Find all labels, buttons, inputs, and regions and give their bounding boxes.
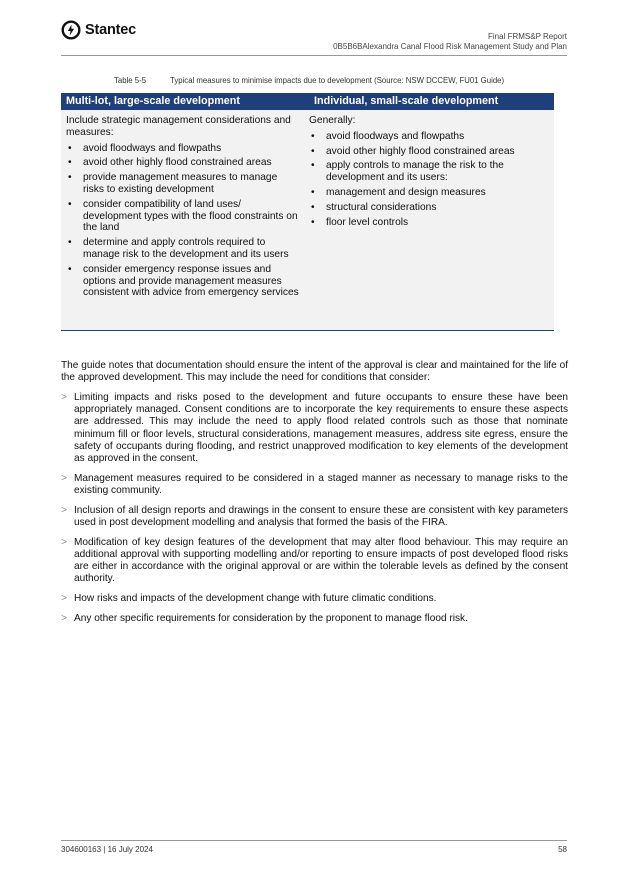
list-item — [61, 505, 568, 529]
list-item: • avoid other highly flood constrained areas — [66, 157, 300, 169]
list-item — [61, 473, 568, 497]
table-body-row — [61, 110, 554, 331]
individual-list — [309, 131, 550, 229]
list-item: • consider emergency response issues and options and provide management measures consistent with advice from emergency services — [66, 264, 300, 299]
bullet-text: Any other specific requirements for consideration by the proponent to manage flood risk. — [74, 612, 468, 624]
conditions-list — [61, 392, 568, 632]
chevron-right-icon: > — [61, 592, 67, 604]
list-item: • provide management measures to manage risks to existing development — [66, 172, 300, 196]
stantec-logo-icon — [61, 20, 81, 40]
multi-lot-list — [66, 143, 300, 300]
chevron-right-icon: > — [61, 472, 67, 484]
list-item — [61, 593, 568, 605]
list-item — [61, 537, 568, 586]
measures-table — [61, 93, 554, 331]
list-item: • apply controls to manage the risk to the development and its users: — [309, 160, 550, 184]
list-item: • management and design measures — [309, 187, 550, 199]
individual-cell — [304, 110, 554, 330]
report-subtitle: 0B5B6BAlexandra Canal Flood Risk Management Study and Plan — [333, 42, 567, 51]
list-item: • consider compatibility of land uses/ development types with the flood constraints on the land — [66, 199, 300, 234]
list-item: • determine and apply controls required to manage risk to the development and its users — [66, 237, 300, 261]
list-item: • avoid floodways and flowpaths — [309, 131, 550, 143]
list-item: • floor level controls — [309, 217, 550, 229]
report-title: Final FRMS&P Report — [488, 32, 567, 41]
footer-doc-ref: 304600163 | 16 July 2024 — [61, 845, 153, 854]
report-header — [333, 32, 567, 52]
individual-intro: Generally: — [309, 115, 356, 126]
table-caption — [114, 76, 504, 85]
chevron-right-icon: > — [61, 392, 67, 403]
list-item: • avoid floodways and flowpaths — [66, 143, 300, 155]
list-item — [61, 392, 568, 465]
list-item: • avoid other highly flood constrained areas — [309, 146, 550, 158]
list-item: • structural considerations — [309, 202, 550, 214]
table-number: Table 5-5 — [114, 76, 147, 85]
bullet-text: Modification of key design features of the development that may alter flood behaviour. This may require an additional approval with supporting modelling and/or reporting to ensure impacts of post developed flood risks are either in accordance with the original approval or are within the tolerable levels as defined by the consent authority. — [74, 536, 568, 585]
multi-lot-cell — [61, 110, 304, 330]
logo-text: Stantec — [85, 22, 136, 38]
chevron-right-icon: > — [61, 612, 67, 624]
header-divider — [61, 55, 567, 56]
footer-divider — [61, 840, 567, 841]
chevron-right-icon: > — [61, 536, 67, 548]
intro-paragraph: The guide notes that documentation should ensure the intent of the approval is clear and maintained for the life of the approved development. This may include the need for conditions that consider: — [61, 360, 568, 384]
column-header-individual: Individual, small-scale development — [314, 95, 499, 107]
page-number: 58 — [558, 845, 567, 854]
multi-lot-intro: Include strategic management considerations and measures: — [66, 115, 291, 138]
bullet-text: Limiting impacts and risks posed to the development and future occupants to ensure these have been appropriately managed. Consent conditions are to incorporate the key requirements to ensure these aspects are addressed. This may include the need to apply flood related controls such as those that nominate minimum fill or floor levels, structural considerations, management measures, address site egress, ensure the safety of occupants during flooding, and restrict unapproved modification to key elements of the development as approved in the consent. — [74, 392, 568, 465]
column-header-multi-lot: Multi-lot, large-scale development — [66, 95, 240, 107]
table-caption-text: Typical measures to minimise impacts due to development (Source: NSW DCCEW, FU01 Guide) — [170, 76, 505, 85]
chevron-right-icon: > — [61, 504, 67, 516]
stantec-logo — [61, 20, 136, 40]
bullet-text: How risks and impacts of the development change with future climatic conditions. — [74, 592, 437, 604]
bullet-text: Management measures required to be considered in a staged manner as necessary to manage risks to the existing community. — [74, 472, 568, 496]
table-header-row — [61, 93, 554, 110]
bullet-text: Inclusion of all design reports and drawings in the consent to ensure these are consistent with key parameters used in post development modelling and analysis that formed the basis of the FIRA. — [74, 504, 568, 528]
list-item — [61, 613, 568, 625]
